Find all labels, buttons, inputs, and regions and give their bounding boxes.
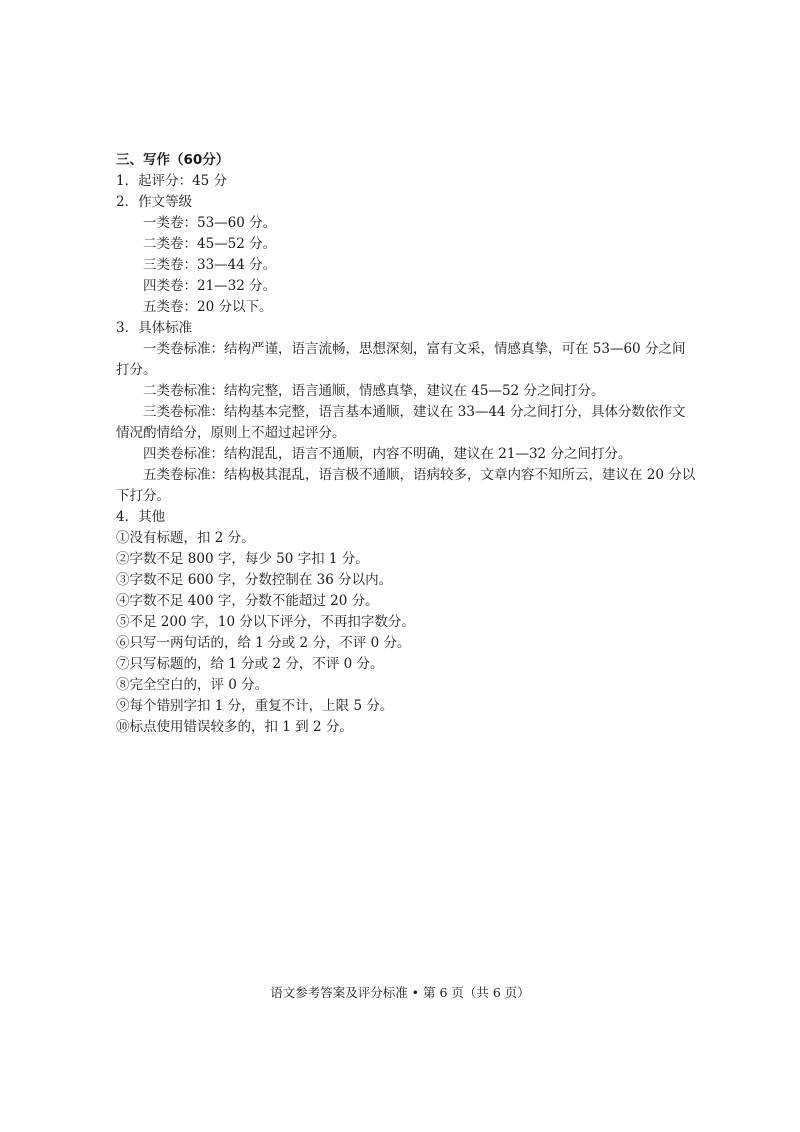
start-score: 1．起评分：45 分 <box>116 173 228 189</box>
criteria-paragraph: 五类卷标准：结构极其混乱，语言极不通顺，语病较多，文章内容不知所云，建议在 20 分以下打分。 <box>116 467 696 504</box>
criteria-paragraph: 一类卷标准：结构严谨，语言流畅，思想深刻，富有文采，情感真挚，可在 53—60 分之间打分。 <box>116 341 686 378</box>
criteria-paragraph: 三类卷标准：结构基本完整，语言基本通顺，建议在 33—44 分之间打分，具体分数依作文情况酌情给分，原则上不超过起评分。 <box>116 404 686 441</box>
grade-item: 四类卷：21—32 分。 <box>143 278 277 294</box>
grade-item: 五类卷：20 分以下。 <box>143 299 273 315</box>
criteria-paragraph: 四类卷标准：结构混乱，语言不通顺，内容不明确，建议在 21—32 分之间打分。 <box>143 446 632 462</box>
other-heading: 4．其他 <box>116 509 166 525</box>
grade-item: 二类卷：45—52 分。 <box>143 236 277 252</box>
page-footer: 语文参考答案及评分标准 • 第 6 页（共 6 页） <box>270 985 530 1000</box>
page-content <box>116 150 696 738</box>
section-title: 三、写作（60分） <box>116 152 230 168</box>
grades-heading: 2．作文等级 <box>116 194 193 210</box>
other-item: ⑩标点使用错误较多的，扣 1 到 2 分。 <box>116 719 353 735</box>
other-item: ⑤不足 200 字，10 分以下评分，不再扣字数分。 <box>116 614 415 630</box>
grade-item: 三类卷：33—44 分。 <box>143 257 277 273</box>
other-item: ⑦只写标题的，给 1 分或 2 分，不评 0 分。 <box>116 656 384 672</box>
other-item: ⑥只写一两句话的，给 1 分或 2 分，不评 0 分。 <box>116 635 411 651</box>
other-item: ④字数不足 400 字，分数不能超过 20 分。 <box>116 593 379 609</box>
other-item: ①没有标题，扣 2 分。 <box>116 530 255 546</box>
criteria-heading: 3．具体标准 <box>116 320 193 336</box>
other-item: ⑧完全空白的，评 0 分。 <box>116 677 269 693</box>
other-item: ⑨每个错别字扣 1 分，重复不计，上限 5 分。 <box>116 698 394 714</box>
grade-item: 一类卷：53—60 分。 <box>143 215 277 231</box>
other-item: ③字数不足 600 字，分数控制在 36 分以内。 <box>116 572 393 588</box>
criteria-paragraph: 二类卷标准：结构完整，语言通顺，情感真挚，建议在 45—52 分之间打分。 <box>143 383 605 399</box>
other-item: ②字数不足 800 字，每少 50 字扣 1 分。 <box>116 551 369 567</box>
